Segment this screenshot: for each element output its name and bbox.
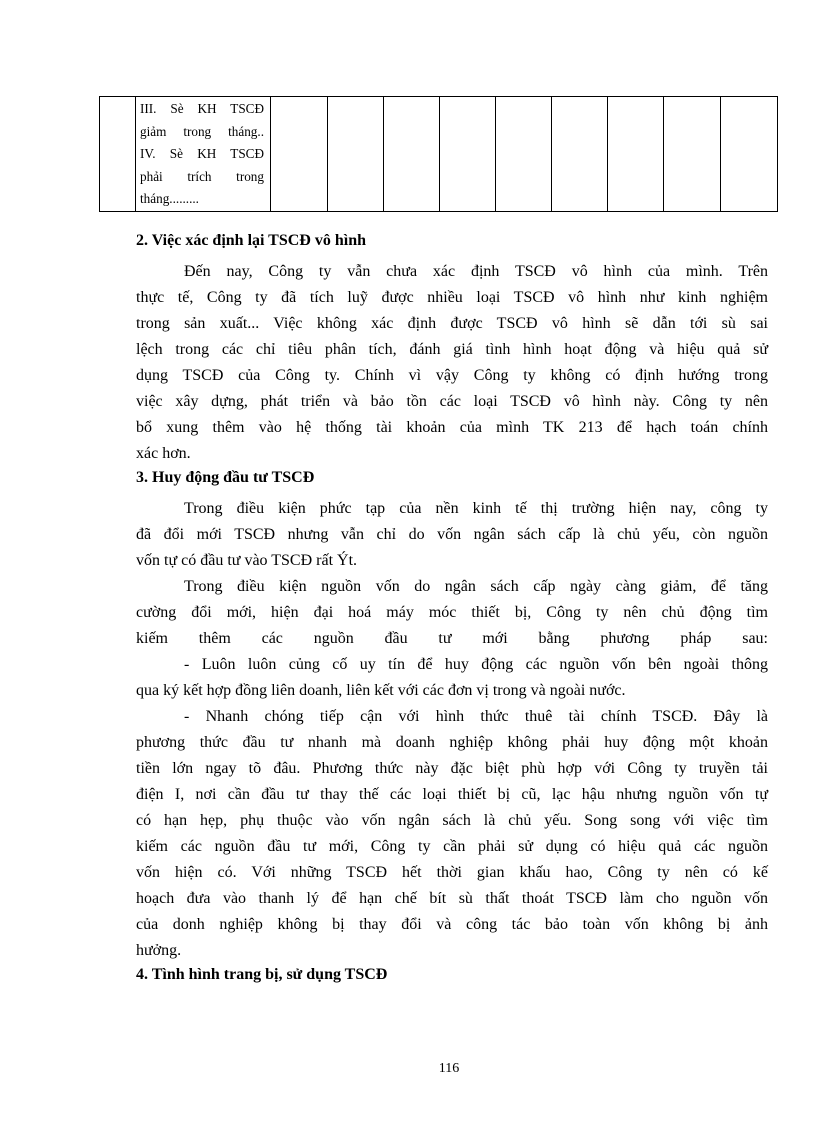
paragraph-line: bổ xung thêm vào hệ thống tài khoản của mình TK 213 để hạch toán chính	[136, 419, 768, 436]
paragraph-line: Trong điều kiện phức tạp của nền kinh tế thị trường hiện nay, công ty	[184, 500, 768, 517]
page-number: 116	[438, 1061, 460, 1076]
paragraph-line: hoạch đưa vào thanh lý để hạn chế bít sù thất thoát TSCĐ làm cho nguồn vốn	[136, 890, 768, 907]
paragraph-line: kiếm các nguồn đầu tư mới, Công ty cần phải sử dụng có hiệu quả các nguồn	[136, 838, 768, 855]
section-2-paragraph	[136, 259, 768, 467]
paragraph-line: việc xây dựng, phát triển và bảo tồn các loại TSCĐ vô hình này. Công ty nên	[136, 393, 768, 410]
table-row	[100, 97, 778, 212]
table-label-line: giảm trong tháng..	[140, 123, 264, 139]
paragraph-line: vốn tự có đầu tư vào TSCĐ rất Ýt.	[136, 552, 358, 569]
paragraph-line: qua ký kết hợp đồng liên doanh, liên kết với các đơn vị trong và ngoài nước.	[136, 682, 626, 699]
paragraph-line: dụng TSCĐ của Công ty. Chính vì vậy Công ty không có định hướng trong	[136, 367, 768, 384]
paragraph-line: cường đổi mới, hiện đại hoá máy móc thiết bị, Công ty nên chủ động tìm	[136, 604, 768, 621]
paragraph-line: Đến nay, Công ty vẫn chưa xác định TSCĐ vô hình của mình. Trên	[184, 263, 768, 280]
paragraph-line: - Nhanh chóng tiếp cận với hình thức thuê tài chính TSCĐ. Đây là	[184, 708, 768, 725]
section-4-heading: 4. Tình hình trang bị, sử dụng TSCĐ	[136, 966, 388, 983]
section-3-paragraph-3	[136, 652, 768, 704]
table-cell	[384, 97, 440, 212]
table-cell	[608, 97, 664, 212]
paragraph-line: của donh nghiệp không bị thay đổi và công tác bảo toàn vốn không bị ảnh	[136, 916, 768, 933]
table-cell	[496, 97, 552, 212]
paragraph-line: trong sản xuất... Việc không xác định được TSCĐ vô hình sẽ dẫn tới sù sai	[136, 315, 768, 332]
section-3-heading: 3. Huy động đầu tư TSCĐ	[136, 469, 315, 486]
table-label-line: IV. Sè KH TSCĐ	[140, 146, 264, 161]
paragraph-line: phương thức đầu tư nhanh mà doanh nghiệp không phải huy động một khoản	[136, 734, 768, 751]
table-cell-index	[100, 97, 136, 212]
section-3-paragraph-2	[136, 574, 768, 652]
section-2-heading: 2. Việc xác định lại TSCĐ vô hình	[136, 232, 366, 249]
paragraph-line: lệch trong các chỉ tiêu phân tích, đánh giá tình hình hoạt động và hiệu quả sử	[136, 341, 768, 358]
table-label-line: III. Sè KH TSCĐ	[140, 101, 264, 116]
paragraph-line: xác hơn.	[136, 445, 191, 462]
paragraph-line: hưởng.	[136, 942, 182, 959]
table-cell	[328, 97, 384, 212]
paragraph-line: vốn hiện có. Với những TSCĐ hết thời gian khấu hao, Công ty nên có kế	[136, 864, 768, 881]
paragraph-line: điện I, nơi cần đầu tư thay thế các loại thiết bị cũ, lạc hậu nhưng nguồn vốn tự	[136, 786, 768, 803]
paragraph-line: tiền lớn ngay tõ đâu. Phương thức này đặc biệt phù hợp với Công ty truyền tải	[136, 760, 768, 777]
table-cell	[440, 97, 496, 212]
asset-depreciation-table	[99, 96, 778, 212]
paragraph-line: có hạn hẹp, phụ thuộc vào vốn ngân sách là chủ yếu. Song song với việc tìm	[136, 812, 768, 829]
table-cell	[721, 97, 778, 212]
table-cell-label	[136, 97, 271, 212]
paragraph-line: đã đổi mới TSCĐ nhưng vẫn chỉ do vốn ngân sách cấp là chủ yếu, còn nguồn	[136, 526, 768, 543]
table-label-line: phải trích trong	[140, 168, 264, 184]
section-3-paragraph-1	[136, 496, 768, 574]
paragraph-line: Trong điều kiện nguồn vốn do ngân sách cấp ngày càng giảm, để tăng	[184, 578, 768, 595]
paragraph-line: - Luôn luôn củng cố uy tín để huy động các nguồn vốn bên ngoài thông	[184, 656, 768, 673]
paragraph-line: kiếm thêm các nguồn đầu tư mới bằng phương pháp sau:	[136, 630, 768, 647]
table-label-line: tháng.........	[140, 191, 199, 206]
table-cell	[271, 97, 328, 212]
table-cell	[552, 97, 608, 212]
table-cell	[664, 97, 721, 212]
section-3-paragraph-4	[136, 704, 768, 964]
paragraph-line: thực tế, Công ty đã tích luỹ được nhiều loại TSCĐ vô hình như kinh nghiệm	[136, 289, 768, 306]
